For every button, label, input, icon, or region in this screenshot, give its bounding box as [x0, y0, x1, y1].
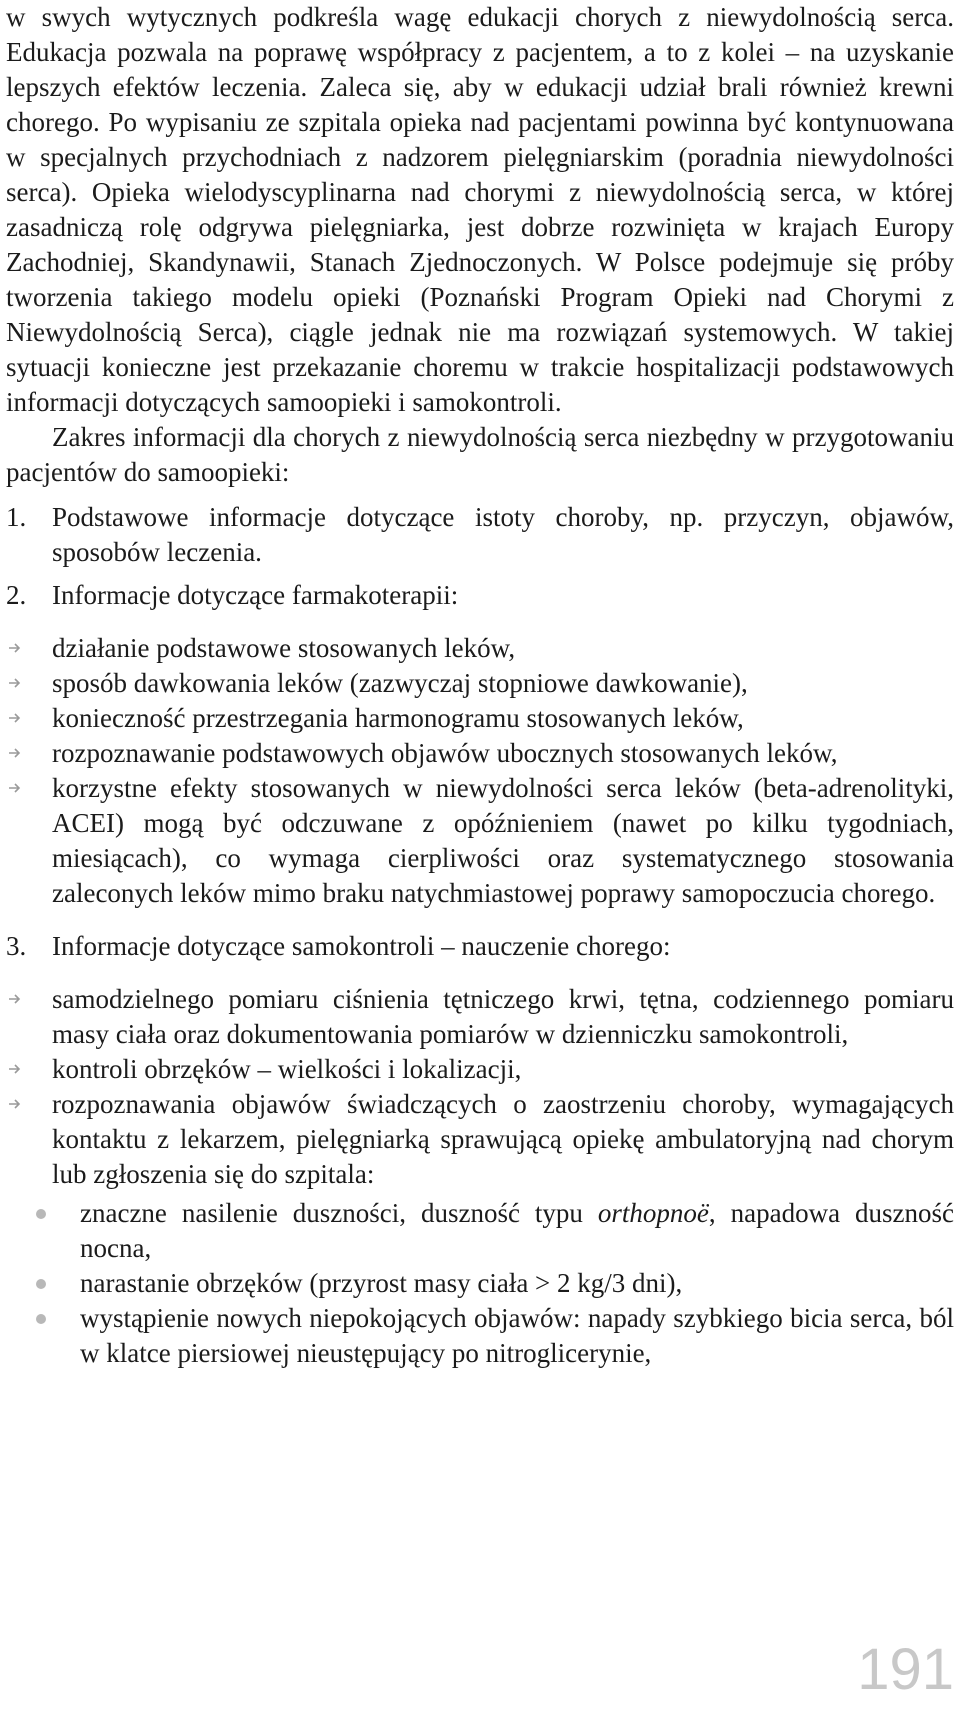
sub-list-text: rozpoznawanie podstawowych objawów ubocznych stosowanych leków, — [52, 738, 838, 768]
sub-list-item — [6, 1052, 954, 1087]
bullet-text: narastanie obrzęków (przyrost masy ciała > 2 kg/3 dni), — [80, 1268, 683, 1298]
sub-list-item — [6, 666, 954, 701]
item-number: 3. — [6, 931, 27, 961]
sub-list-item — [6, 701, 954, 736]
item-text: Informacje dotyczące samokontroli – nauczenie chorego: — [52, 931, 671, 961]
sub-list-item — [6, 631, 954, 666]
list-item — [6, 929, 954, 1371]
body-paragraph: w swych wytycznych podkreśla wagę edukacji chorych z niewydolnością serca. Edukacja pozwala na poprawę współpracy z pacjentem, a to z kolei – na uzyskanie lepszych efektów leczenia. Zaleca się, aby w edukacji udział brali również krewni chorego. Po wypisaniu ze szpitala opieka nad pacjentami powinna być kontynuowana w specjalnych przychodniach z nadzorem pielęgniarskim (poradnia niewydolności serca). Opieka wielodyscyplinarna nad chorymi z niewydolnością serca, w której zasadniczą rolę odgrywa pielęgniarka, jest dobrze rozwinięta w krajach Europy Zachodniej, Skandynawii, Stanach Zjednoczonych. W Polsce podejmuje się próby tworzenia takiego modelu opieki (Poznański Program Opieki nad Chorymi z Niewydolnością Serca), ciągle jednak nie ma rozwiązań systemowych. W takiej sytuacji konieczne jest przekazanie choremu w trakcie hospitalizacji podstawowych informacji dotyczących samoopieki i samokontroli. — [6, 2, 954, 417]
bullet-item — [30, 1266, 954, 1301]
item-text: Informacje dotyczące farmakoterapii: — [52, 580, 459, 610]
item-text: Podstawowe informacje dotyczące istoty choroby, np. przyczyn, objawów, sposobów leczenia. — [52, 502, 954, 567]
bullet-list — [30, 1196, 954, 1371]
item-number: 1. — [6, 502, 27, 532]
sub-list-text: działanie podstawowe stosowanych leków, — [52, 633, 516, 663]
arrow-bullet-icon — [8, 992, 22, 1006]
dot-bullet-icon — [36, 1209, 46, 1219]
sub-list-item — [6, 982, 954, 1052]
arrow-bullet-icon — [8, 781, 22, 795]
arrow-bullet-icon — [8, 1062, 22, 1076]
dot-bullet-icon — [36, 1279, 46, 1289]
sub-list-item — [6, 1087, 954, 1371]
arrow-bullet-icon — [8, 676, 22, 690]
sub-list-text: samodzielnego pomiaru ciśnienia tętniczego krwi, tętna, codziennego pomiaru masy ciała oraz dokumentowania pomiarów w dzienniczku samokontroli, — [52, 984, 954, 1049]
arrow-bullet-icon — [8, 641, 22, 655]
sub-list-text: rozpoznawania objawów świadczących o zaostrzeniu choroby, wymagających kontaktu z lekarzem, pielęgniarką sprawującą opiekę ambulatoryjną nad chorym lub zgłoszenia się do szpitala: — [52, 1089, 954, 1189]
bullet-text: , napadowa duszność nocna, — [80, 1198, 954, 1263]
document-page — [6, 0, 954, 1371]
sub-list-text: konieczność przestrzegania harmonogramu stosowanych leków, — [52, 703, 744, 733]
bullet-item — [30, 1301, 954, 1371]
bullet-item — [30, 1196, 954, 1266]
intro-paragraph: Zakres informacji dla chorych z niewydolnością serca niezbędny w przygotowaniu pacjentów do samoopieki: — [6, 422, 954, 487]
sub-list-item — [6, 771, 954, 911]
bullet-italic-term: orthopnoë — [597, 1198, 709, 1228]
sub-list-text: sposób dawkowania leków (zazwyczaj stopniowe dawkowanie), — [52, 668, 748, 698]
dot-bullet-icon — [36, 1314, 46, 1324]
sub-list-text: korzystne efekty stosowanych w niewydolności serca leków (beta-adrenolityki, ACEI) mogą być odczuwane z opóźnieniem (nawet po kilku tygodniach, miesiącach), co wymaga cierpliwości oraz systematycznego stosowania zaleconych leków mimo braku natychmiastowej poprawy samopoczucia chorego. — [52, 773, 954, 908]
item-number: 2. — [6, 580, 27, 610]
numbered-list — [6, 500, 954, 1371]
list-item — [6, 578, 954, 911]
sub-list-text: kontroli obrzęków – wielkości i lokalizacji, — [52, 1054, 522, 1084]
bullet-text: wystąpienie nowych niepokojących objawów: napady szybkiego bicia serca, ból w klatce piersiowej nieustępujący po nitroglicerynie, — [80, 1303, 954, 1368]
bullet-text: znaczne nasilenie duszności, duszność typu — [80, 1198, 598, 1228]
arrow-bullet-icon — [8, 746, 22, 760]
list-item — [6, 500, 954, 570]
sub-list — [6, 631, 954, 911]
arrow-bullet-icon — [8, 1097, 22, 1111]
sub-list — [6, 982, 954, 1371]
page-number: 191 — [857, 1637, 954, 1702]
sub-list-item — [6, 736, 954, 771]
arrow-bullet-icon — [8, 711, 22, 725]
